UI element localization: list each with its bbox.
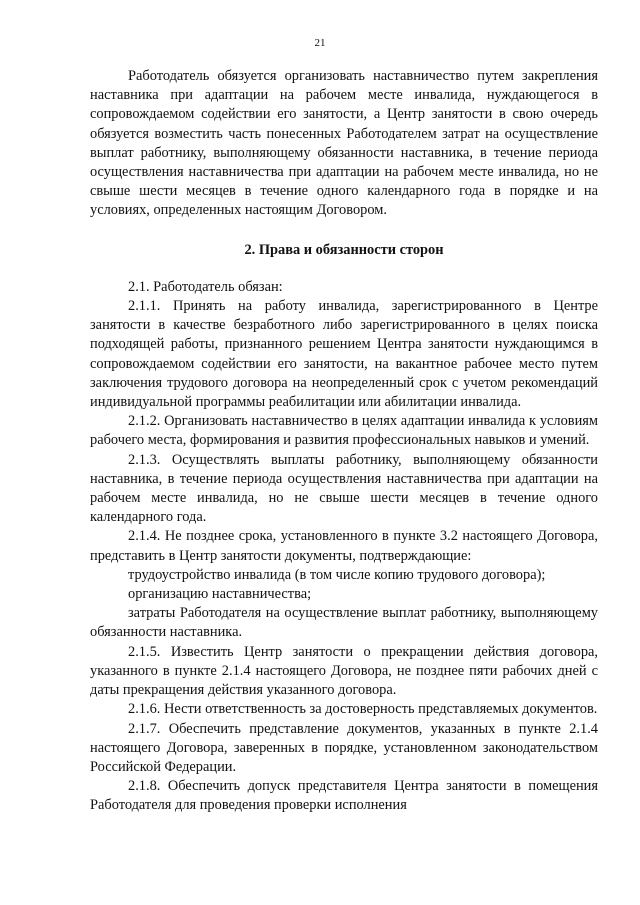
clause-2-1-5: 2.1.5. Известить Центр занятости о прекращении действия договора, указанного в пункте 2.1.4 настоящего Договора, не позднее пяти рабочих дней с даты прекращения действия указанного договора. — [90, 643, 598, 699]
clause-2-1-3: 2.1.3. Осуществлять выплаты работнику, выполняющему обязанности наставника, в течение периода осуществления наставничества при адаптации на рабочем месте инвалида, но не свыше шести месяцев в течение одного календарного года. — [90, 451, 598, 526]
page-number: 21 — [314, 37, 326, 49]
section-heading: 2. Права и обязанности сторон — [244, 241, 444, 258]
document-body — [90, 67, 598, 816]
list-item: организацию наставничества; — [128, 586, 312, 603]
clause-2-1-1: 2.1.1. Принять на работу инвалида, зарегистрированного в Центре занятости в качестве безработного либо зарегистрированного в целях поиска подходящей работы, признанного решением Центра занятости нуждающимся в сопровождаемом содействии его занятости, на вакантное рабочее место путем заключения трудового договора на неопределенный срок с учетом рекомендаций индивидуальной программы реабилитации или абилитации инвалида. — [90, 298, 598, 411]
list-item: трудоустройство инвалида (в том числе копию трудового договора); — [128, 566, 546, 583]
clause-2-1-4: 2.1.4. Не позднее срока, установленного в пункте 3.2 настоящего Договора, представить в Центр занятости документы, подтверждающие: — [90, 528, 598, 564]
list-item: затраты Работодателя на осуществление выплат работнику, выполняющему обязанности наставника. — [90, 605, 598, 641]
clause-2-1: 2.1. Работодатель обязан: — [128, 278, 283, 295]
clause-2-1-8: 2.1.8. Обеспечить допуск представителя Центра занятости в помещения Работодателя для проведения проверки исполнения — [90, 778, 598, 814]
clause-2-1-2: 2.1.2. Организовать наставничество в целях адаптации инвалида к условиям рабочего места, формирования и развития профессиональных навыков и умений. — [90, 413, 598, 449]
clause-2-1-7: 2.1.7. Обеспечить представление документов, указанных в пункте 2.1.4 настоящего Договора, заверенных в порядке, установленном законодательством Российской Федерации. — [90, 720, 598, 775]
clause-2-1-6: 2.1.6. Нести ответственность за достоверность представляемых документов. — [128, 701, 598, 718]
intro-paragraph: Работодатель обязуется организовать наставничество путем закрепления наставника при адаптации на рабочем месте инвалида, нуждающегося в сопровождаемом содействии его занятости, а Центр занятости в свою очередь обязуется возместить часть понесенных Работодателем затрат на осуществление выплат работнику, выполняющему обязанности наставника, в течение периода осуществления наставничества при адаптации на рабочем месте инвалида, но не свыше шести месяцев в течение одного календарного года в порядке и на условиях, определенных настоящим Договором. — [90, 68, 598, 219]
